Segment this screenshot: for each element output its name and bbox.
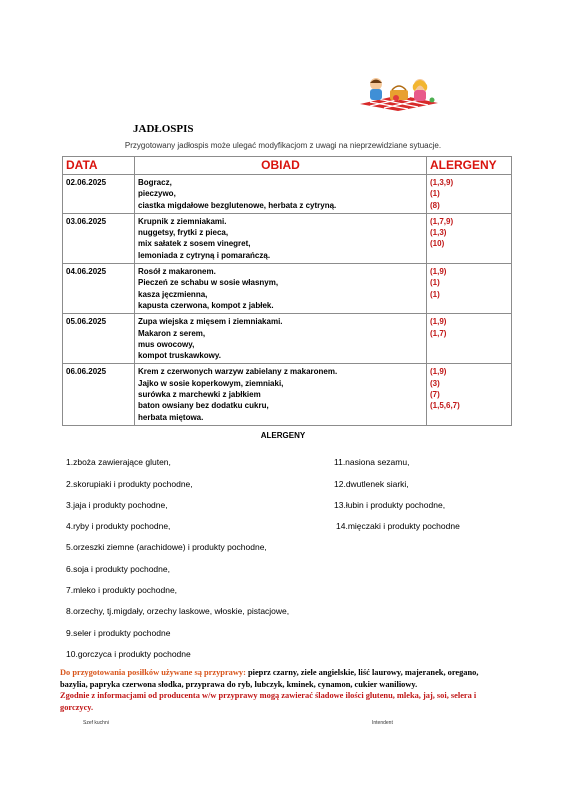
menu-allergens: [427, 364, 512, 425]
allergen-code: (8): [430, 200, 440, 210]
allergen-item: 8.orzechy, tj.migdały, orzechy laskowe, włoskie, pistacjowe,: [66, 606, 290, 616]
picnic-children-illustration: [356, 76, 442, 112]
allergen-item: 4.ryby i produkty pochodne,: [66, 521, 171, 531]
dish-line: mix sałatek z sosem vinegret,: [138, 239, 251, 249]
allergen-code: (1,3,9): [430, 178, 454, 187]
allergen-code: (1,5,6,7): [430, 401, 460, 411]
menu-allergens: [427, 264, 512, 314]
spices-note: [60, 667, 508, 713]
menu-dishes: [135, 364, 427, 425]
page-title: JADŁOSPIS: [133, 123, 194, 135]
allergen-item: 10.gorczyca i produkty pochodne: [66, 649, 191, 659]
menu-dishes: [135, 175, 427, 214]
allergen-code: (1): [430, 278, 440, 288]
dish-line: kapusta czerwona, kompot z jabłek.: [138, 300, 274, 310]
spices-intro: Do przygotowania posiłków używane są przyprawy:: [60, 668, 246, 677]
dish-line: Zupa wiejska z mięsem i ziemniakami.: [138, 317, 283, 327]
menu-date: [63, 213, 135, 263]
column-header-allergens: ALERGENY: [427, 157, 512, 175]
allergen-code: (7): [430, 390, 440, 400]
menu-date-text: 04.06.2025: [66, 267, 107, 277]
dish-line: Pieczeń ze schabu w sosie własnym,: [138, 278, 279, 288]
allergen-item: 3.jaja i produkty pochodne,: [66, 500, 168, 510]
chef-signature-label: Szef kuchni: [83, 720, 109, 726]
allergen-code: (1,7,9): [430, 216, 454, 226]
allergen-code: (1,9): [430, 267, 447, 277]
menu-date-text: 03.06.2025: [66, 216, 107, 226]
allergen-item: 14.mięczaki i produkty pochodne: [336, 521, 460, 531]
menu-table: [62, 156, 512, 426]
allergen-item: 6.soja i produkty pochodne,: [66, 564, 170, 574]
menu-allergens: [427, 314, 512, 364]
menu-allergens: [427, 175, 512, 214]
menu-date-text: 05.06.2025: [66, 317, 107, 327]
allergen-item: 5.orzeszki ziemne (arachidowe) i produkty pochodne,: [66, 542, 267, 552]
allergen-code: (1,9): [430, 367, 447, 377]
dish-line: baton owsiany bez dodatku cukru,: [138, 401, 269, 411]
menu-date: [63, 175, 135, 214]
dish-line: surówka z marchewki z jabłkiem: [138, 390, 261, 400]
allergen-item: 11.nasiona sezamu,: [334, 457, 410, 467]
dish-line: Jajko w sosie koperkowym, ziemniaki,: [138, 378, 284, 388]
allergen-code: (1): [430, 289, 440, 299]
allergen-item: 13.łubin i produkty pochodne,: [334, 500, 446, 510]
dish-line: Bogracz,: [138, 178, 172, 187]
allergens-heading: ALERGENY: [260, 431, 306, 440]
allergen-code: (1): [430, 189, 440, 199]
dish-line: herbata miętowa.: [138, 412, 204, 422]
menu-table-header: [63, 157, 512, 175]
dish-line: kasza jęczmienna,: [138, 289, 208, 299]
menu-dishes: [135, 314, 427, 364]
table-row: [63, 213, 512, 263]
dish-line: pieczywo,: [138, 189, 176, 199]
dish-line: lemoniada z cytryną i pomarańczą.: [138, 250, 271, 260]
table-row: [63, 364, 512, 425]
column-header-lunch: OBIAD: [135, 157, 427, 175]
table-row: [63, 175, 512, 214]
menu-allergens: [427, 213, 512, 263]
spices-list: pieprz czarny, ziele angielskie, liść laurowy, majeranek, oregano, bazylia, papryka czerwona słodka, przyprawa do ryb, lubczyk, kminek, cynamon, cukier waniliowy.: [60, 668, 479, 689]
menu-date: [63, 364, 135, 425]
menu-dishes: [135, 264, 427, 314]
allergen-item: 9.seler i produkty pochodne: [66, 628, 171, 638]
menu-disclaimer: Przygotowany jadłospis może ulegać modyfikacjom z uwagi na nieprzewidziane sytuacje.: [124, 141, 442, 150]
table-row: [63, 314, 512, 364]
menu-date-text: 02.06.2025: [66, 178, 107, 187]
dish-line: mus owocowy,: [138, 339, 195, 349]
dish-line: nuggetsy, frytki z pieca,: [138, 228, 229, 238]
allergen-code: (1,3): [430, 228, 447, 238]
allergen-code: (10): [430, 239, 445, 249]
steward-signature-label: Intendent: [372, 720, 393, 726]
menu-dishes: [135, 213, 427, 263]
allergen-code: (1,7): [430, 328, 447, 338]
allergen-item: 2.skorupiaki i produkty pochodne,: [66, 479, 193, 489]
menu-date-text: 06.06.2025: [66, 367, 107, 377]
dish-line: ciastka migdałowe bezglutenowe, herbata z cytryną.: [138, 200, 337, 210]
allergen-item: 7.mleko i produkty pochodne,: [66, 585, 178, 595]
allergen-item: 12.dwutlenek siarki,: [334, 479, 409, 489]
dish-line: kompot truskawkowy.: [138, 351, 221, 361]
allergen-code: (1,9): [430, 317, 447, 327]
menu-date: [63, 314, 135, 364]
column-header-date: DATA: [63, 157, 135, 175]
dish-line: Makaron z serem,: [138, 328, 206, 338]
allergen-code: (3): [430, 378, 440, 388]
dish-line: Krem z czerwonych warzyw zabielany z makaronem.: [138, 367, 338, 377]
allergen-trace-warning: Zgodnie z informacjami od producenta w/w przyprawy mogą zawierać śladowe ilości glutenu, mleka, jaj, soi, selera i gorczycy.: [60, 691, 477, 712]
menu-date: [63, 264, 135, 314]
table-row: [63, 264, 512, 314]
dish-line: Krupnik z ziemniakami.: [138, 216, 227, 226]
dish-line: Rosół z makaronem.: [138, 267, 216, 277]
allergen-item: 1.zboża zawierające gluten,: [66, 457, 171, 467]
